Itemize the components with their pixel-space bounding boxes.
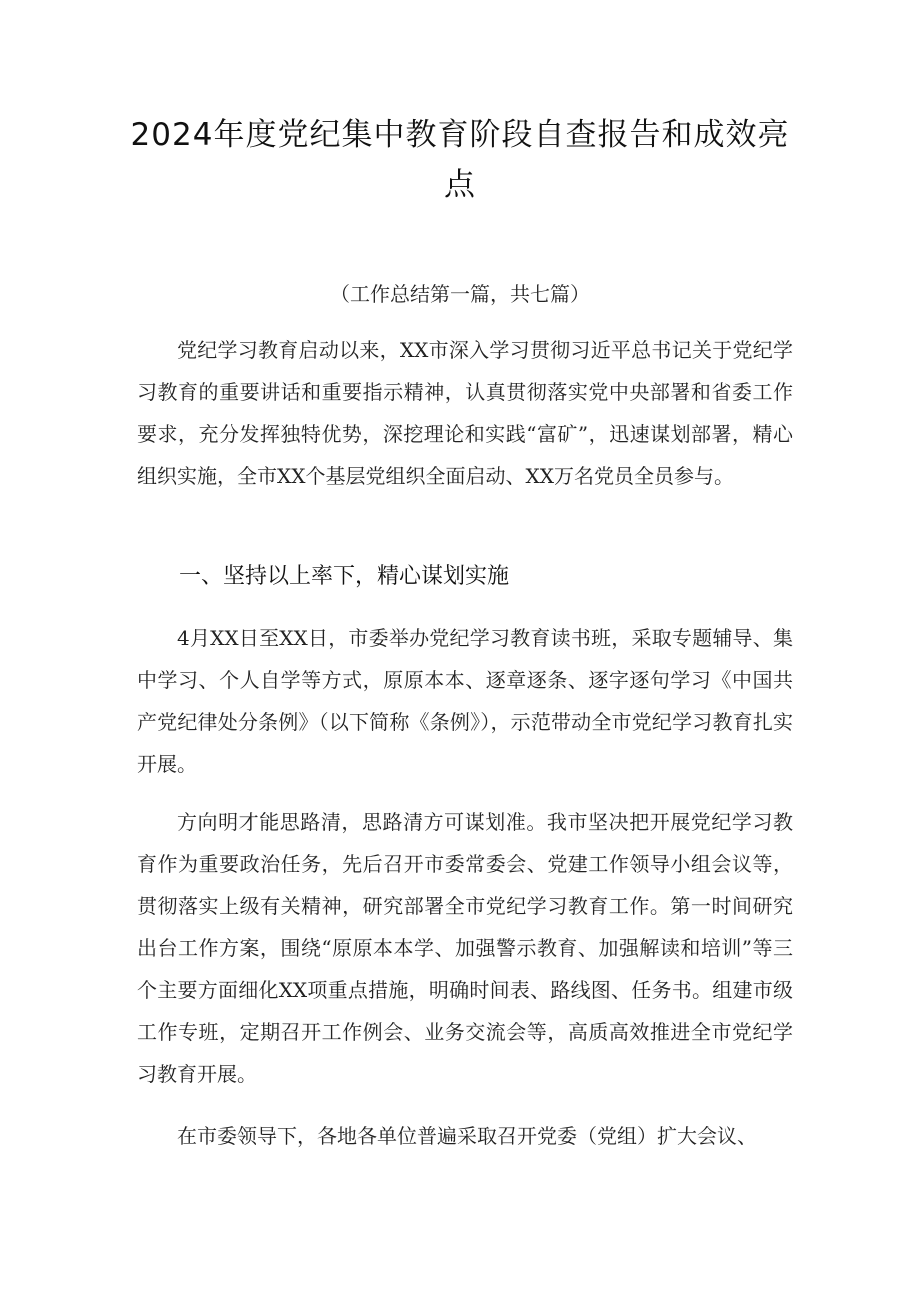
intro-paragraph: 党纪学习教育启动以来，XX市深入学习贯彻习近平总书记关于党纪学习教育的重要讲话和重要指示精神，认真贯彻落实党中央部署和省委工作要求，充分发挥独特优势，深挖理论和实践“富矿”，迅速谋划部署，精心组织实施，全市XX个基层党组织全面启动、XX万名党员全员参与。 bbox=[137, 338, 793, 488]
section-heading: 一、坚持以上率下，精心谋划实施 bbox=[179, 564, 510, 589]
document-title: 2024年度党纪集中教育阶段自查报告和成效亮点 bbox=[130, 117, 790, 203]
document-subtitle: （工作总结第一篇，共七篇） bbox=[330, 282, 590, 306]
body-paragraph-1: 4月XX日至XX日，市委举办党纪学习教育读书班，采取专题辅导、集中学习、个人自学等方式，原原本本、逐章逐条、逐字逐句学习《中国共产党纪律处分条例》（以下简称《条例》），示范带动全市党纪学习教育扎实开展。 bbox=[137, 626, 793, 776]
body-paragraph-3: 在市委领导下，各地各单位普遍采取召开党委（党组）扩大会议、 bbox=[177, 1124, 757, 1148]
body-paragraph-2: 方向明才能思路清，思路清方可谋划准。我市坚决把开展党纪学习教育作为重要政治任务，先后召开市委常委会、党建工作领导小组会议等，贯彻落实上级有关精神，研究部署全市党纪学习教育工作。第一时间研究出台工作方案，围绕“原原本本学、加强警示教育、加强解读和培训”等三个主要方面细化XX项重点措施，明确时间表、路线图、任务书。组建市级工作专班，定期召开工作例会、业务交流会等，高质高效推进全市党纪学习教育开展。 bbox=[137, 810, 793, 1086]
